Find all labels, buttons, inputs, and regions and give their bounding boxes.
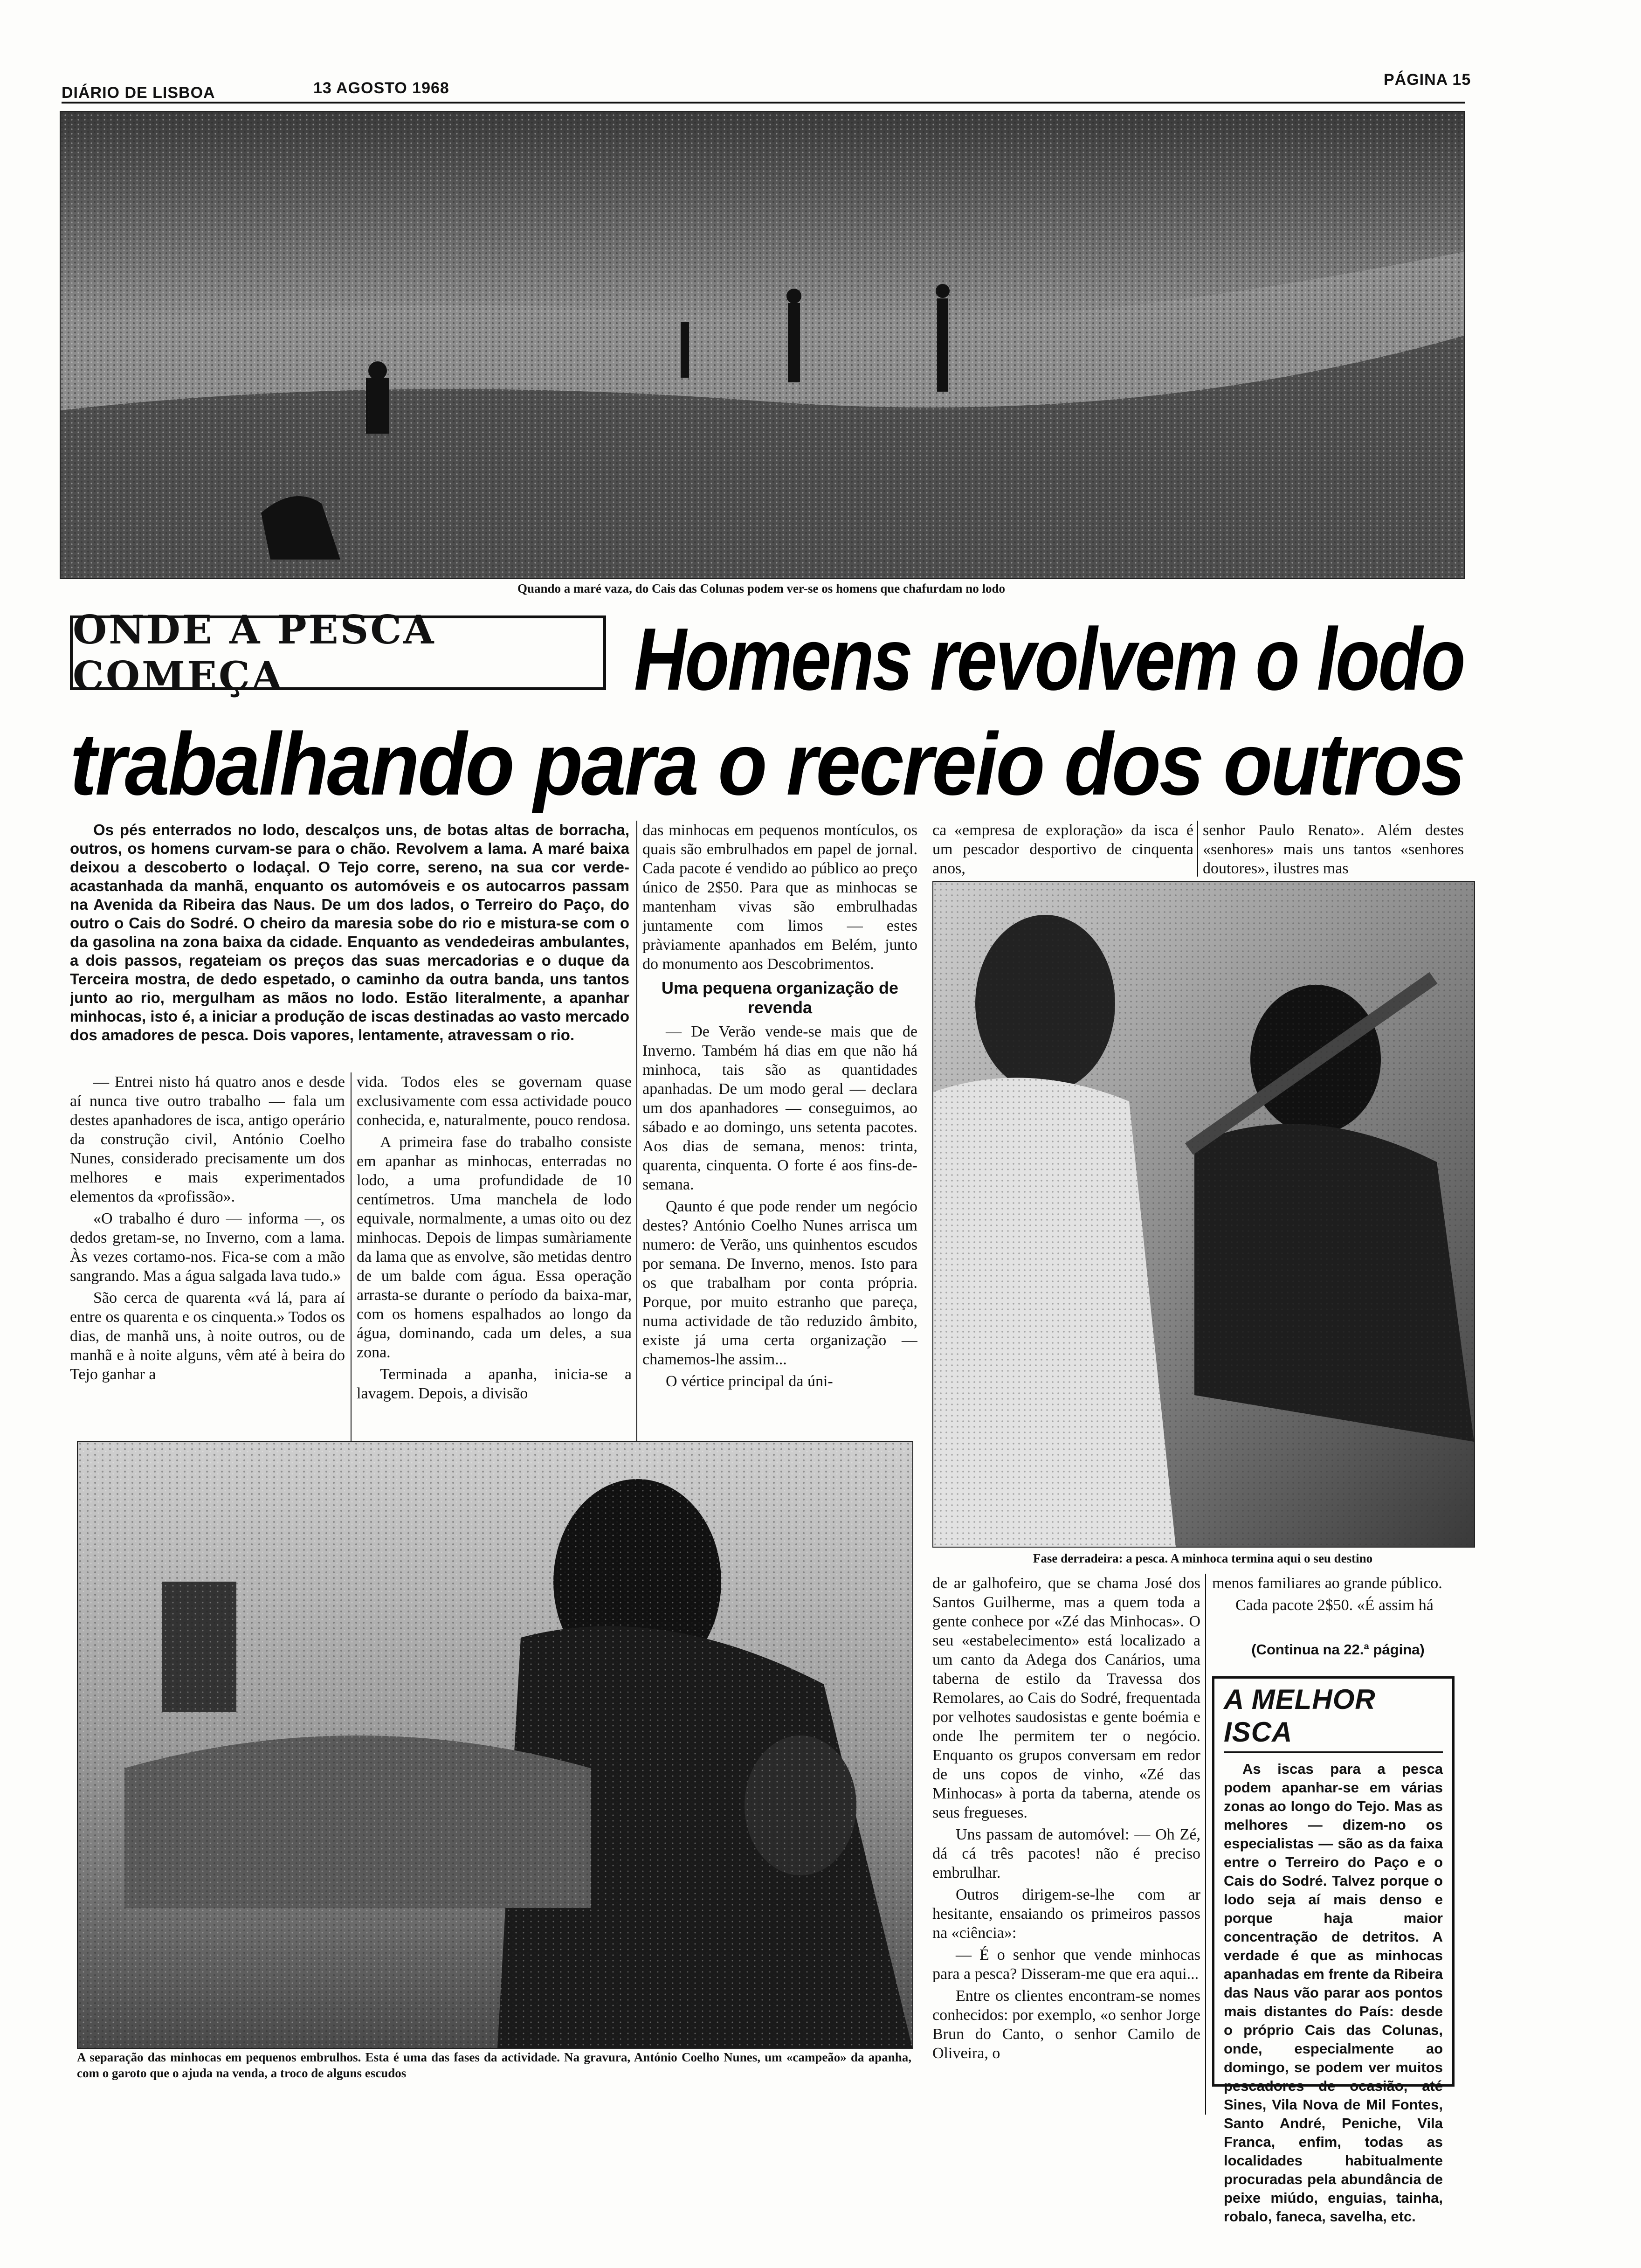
col4-paragraph: de ar galhofeiro, que se chama José dos Santos Guilherme, mas a quem toda a gente conhece por «Zé das Minhocas». O seu «estabelecimento» está localizado a um canto da Adega dos Canários, uma taberna de estilo da Travessa dos Remolares, ao Cais do Sodré, frequentada por velhotes saudosistas e gente boémia e onde lhe permitem ter o negócio. Enquanto os grupos conversam em redor de uns copos de vinho, «Zé das Minhocas» à porta da taberna, atende os seus fregueses.	[932, 1575, 1200, 1821]
page-number: PÁGINA 15	[1384, 71, 1471, 89]
photo-worm-packing	[77, 1441, 913, 2049]
photo-fishermen	[932, 881, 1475, 1548]
sidebar-text	[1224, 1760, 1443, 2226]
column-divider	[636, 821, 637, 1441]
column-divider	[1197, 821, 1198, 877]
col4-paragraph: Entre os clientes encontram-se nomes conhecidos: por exemplo, «o senhor Jorge Brun do Canto, o senhor Camilo de Oliveira, o	[932, 1987, 1200, 2062]
col2-paragraph: Terminada a apanha, inicia-se a lavagem. Depois, a divisão	[357, 1366, 632, 1402]
column-1	[70, 1072, 345, 1445]
top-photo-caption: Quando a maré vaza, do Cais das Colunas podem ver-se os homens que chafurdam no lodo	[517, 581, 1006, 595]
sidebar-box	[1212, 1676, 1455, 2225]
col3-paragraph: Qaunto é que pode render um negócio destes? António Coelho Nunes arrisca um numero: de Verão, uns quinhentos escudos por semana. De Inverno, menos. Isto para os que trabalham por conta própria. Porque, por muito estranho que pareça, numa actividade de tão reduzido âmbito, existe já uma certa organização — chamemos-lhe assim...	[642, 1198, 917, 1368]
col5-paragraph: Cada pacote 2$50. «É assim há	[1235, 1597, 1434, 1614]
column-3	[642, 821, 917, 1445]
col3-paragraph: O vértice principal da úni-	[666, 1373, 833, 1390]
lead-paragraph: Os pés enterrados no lodo, descalços uns, de botas altas de borracha, outros, os homens curvam-se para o chão. Revolvem a lama. A maré baixa deixou a descoberto o lodaçal. O Tejo corre, sereno, na sua cor verde-acastanhada da manhã, enquanto os automóveis e os autocarros passam na Avenida da Ribeira das Naus. De um dos lados, o Terreiro do Paço, do outro o Cais do Sodré. O cheiro da maresia sobe do rio e mistura-se com o da gasolina na zona baixa da cidade. Enquanto as vendedeiras ambulantes, a dois passos, regateiam os preços das suas mercadorias e o duque da Terceira mostra, de dedo espetado, o caminho da outra banda, uns tantos junto ao rio, mergulham as mãos no lodo. Estão literalmente, a apanhar minhocas, isto é, a iniciar a produção de iscas destinadas ao vasto mercado dos amadores de pesca. Dois vapores, lentamente, atravessam o rio.	[70, 821, 629, 1044]
col4-paragraph: Uns passam de automóvel: — Oh Zé, dá cá três pacotes! não é preciso embrulhar.	[932, 1826, 1200, 1881]
sidebar-title: A MELHOR ISCA	[1224, 1683, 1443, 1753]
continued-note: (Continua na 22.ª página)	[1251, 1641, 1425, 1658]
col4-paragraph: Outros dirigem-se-lhe com ar hesitante, ensaiando os primeiros passos na «ciência»:	[932, 1886, 1200, 1942]
col2-paragraph: vida. Todos eles se governam quase exclusivamente com essa actividade pouco conhecida, e, naturalmente, pouco rendosa.	[357, 1073, 632, 1129]
col1-paragraph: — Entrei nisto há quatro anos e desde aí nunca tive outro trabalho — fala um destes apanhadores de isca, antigo operário da construção civil, António Coelho Nunes, considerado precisamente um dos melhores e mais experimentados elementos da «profissão».	[70, 1073, 345, 1205]
bottom-photo-caption: A separação das minhocas em pequenos embrulhos. Esta é uma das fases da actividade. Na gravura, António Coelho Nunes, um «campeão» da apanha, com o garoto que o ajuda na venda, a troco de alguns escudos	[77, 2050, 911, 2080]
issue-date: 13 AGOSTO 1968	[313, 79, 449, 97]
column-divider	[1205, 1574, 1206, 2115]
column-2	[357, 1072, 632, 1445]
column-divider	[351, 1072, 352, 1441]
subheading: Uma pequena organização de revenda	[661, 978, 899, 1017]
right-photo-caption: Fase derradeira: a pesca. A minhoca termina aqui o seu destino	[1033, 1551, 1373, 1565]
column-4-top	[932, 821, 1193, 881]
column-4-bottom	[932, 1574, 1200, 2115]
newspaper-name: DIÁRIO DE LISBOA	[62, 84, 215, 102]
column-5-top	[1203, 821, 1464, 881]
col1-paragraph: «O trabalho é duro — informa —, os dedos gretam-se, no Inverno, com a lama. Às vezes cortamo-nos. Fica-se com a mão sangrando. Mas a água salgada lava tudo.»	[70, 1210, 345, 1285]
col2-paragraph: A primeira fase do trabalho consiste em apanhar as minhocas, enterradas no lodo, a uma profundidade de 10 centímetros. Uma manchela de lodo equivale, normalmente, a umas oito ou dez minhocas. Depois de limpas sumàriamente da lama que as envolve, são metidas dentro de um balde com água. Essa operação arrasta-se durante o período da baixa-mar, com os homens espalhados ao longo da água, dominando, cada um deles, a sua zona.	[357, 1134, 632, 1361]
col3-paragraph: — De Verão vende-se mais que de Inverno. Também há dias em que não há minhoca, tais são as quantidades apanhadas. De um modo geral — declara um dos apanhadores — conseguimos, ao sábado e ao domingo, uns setenta pacotes. Aos dias de semana, menos: trinta, quarenta, cinquenta. O forte é aos fins-de-semana.	[642, 1023, 917, 1193]
photo-riverbank	[60, 111, 1465, 579]
headline-line1: Homens revolvem o lodo	[634, 610, 1464, 709]
headline-line2: trabalhando para o recreio dos outros	[70, 715, 1464, 814]
col4-top-text: ca «empresa de exploração» da isca é um pescador desportivo de cinquenta anos,	[932, 822, 1193, 877]
col3-paragraph: das minhocas em pequenos montículos, os quais são embrulhados em papel de jornal. Cada pacote é vendido ao público ao preço único de 2$50. Para que as minhocas se mantenham vivas são embrulhadas juntamente com limos — estes pràviamente apanhados em Belém, junto do monumento aos Descobrimentos.	[642, 822, 917, 973]
header-rule	[62, 102, 1465, 104]
sidebar-paragraph: As iscas para a pesca podem apanhar-se em várias zonas ao longo do Tejo. Mas as melhores — dizem-no os especialistas — são as da faixa entre o Terreiro do Paço e o Cais do Sodré. Talvez porque o lodo seja aí mais denso e porque haja maior concentração de detritos. A verdade é que as minhocas apanhadas em frente da Ribeira das Naus vão parar aos pontos mais distantes do País: desde o próprio Cais das Colunas, onde, especialmente ao domingo, se podem ver muitos pescadores de ocasião, até Sines, Vila Nova de Mil Fontes, Santo André, Peniche, Vila Franca, enfim, todas as localidades habitualmente procuradas pela abundância de peixe miúdo, enguias, tainha, robalo, faneca, savelha, etc.	[1224, 1761, 1443, 2225]
col5-paragraph: menos familiares ao grande público.	[1212, 1575, 1442, 1592]
col4-paragraph: — É o senhor que vende minhocas para a pesca? Disseram-me que era aqui...	[932, 1946, 1200, 1983]
col5-top-text: senhor Paulo Renato». Além destes «senhores» mais uns tantos «senhores doutores», ilustres mas	[1203, 822, 1464, 877]
article-lead	[70, 821, 629, 1068]
section-kicker: ONDE A PESCA COMEÇA	[70, 615, 606, 690]
col1-paragraph: São cerca de quarenta «vá lá, para aí entre os quarenta e os cinquenta.» Todos os dias, de manhã uns, à noite outros, ou de manhã e à noite alguns, vêm até à beira do Tejo ganhar a	[70, 1289, 345, 1383]
